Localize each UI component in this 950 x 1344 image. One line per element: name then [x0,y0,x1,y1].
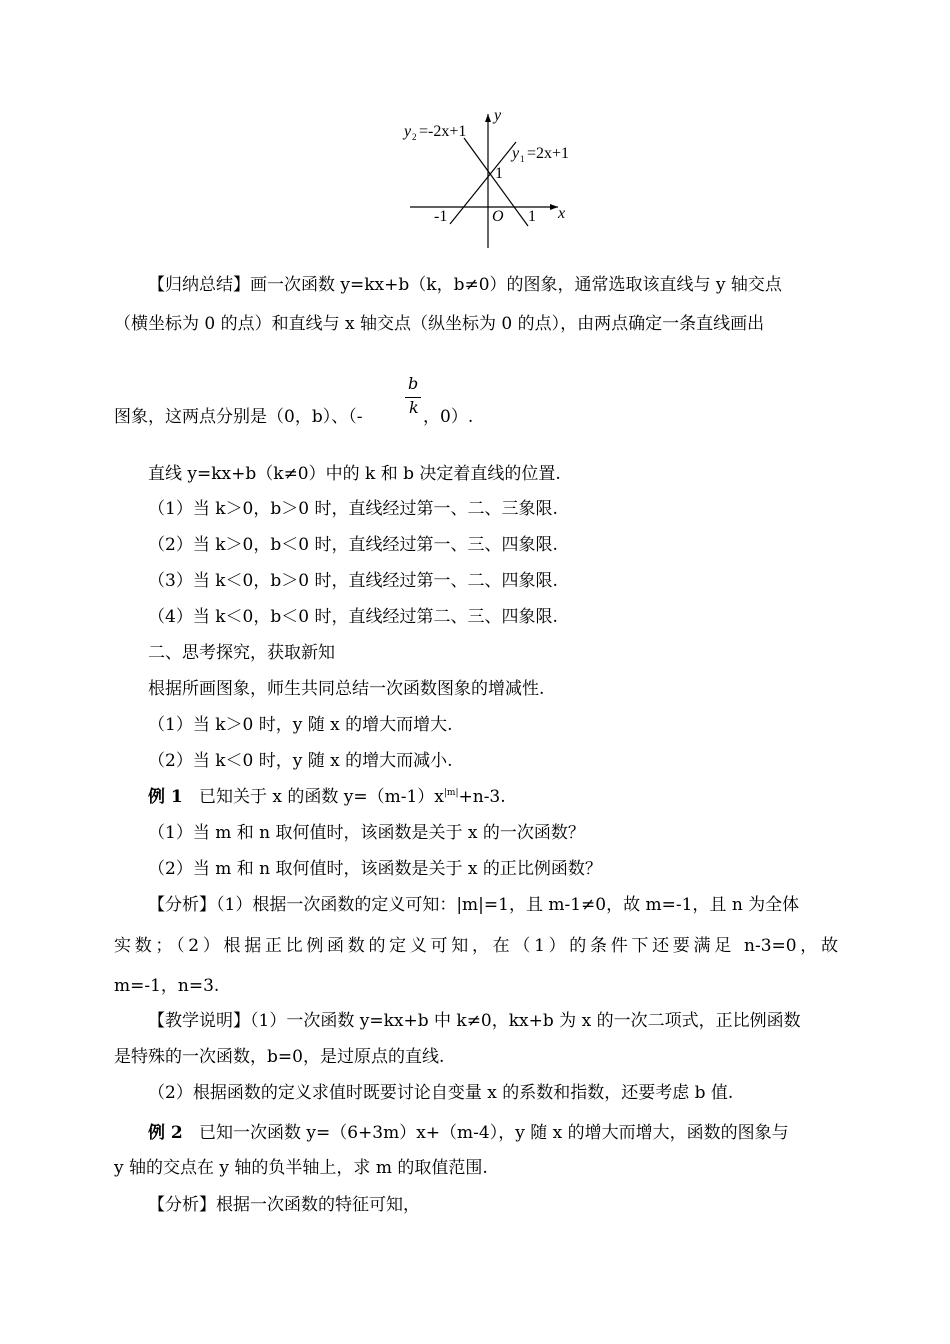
teaching-note-line-2: 是特殊的一次函数，b=0，是过原点的直线. [114,1047,445,1067]
example-1-q1: （1）当 m 和 n 取何值时，该函数是关于 x 的一次函数？ [148,823,585,843]
analysis-1-line-1: 【分析】（1）根据一次函数的定义可知：|m|=1，且 m-1≠0，故 m=-1，且 n 为全体 [148,895,800,915]
y2-sub: 2 [412,132,417,142]
position-case-4: （4）当 k＜0，b＜0 时，直线经过第二、三、四象限. [148,607,558,627]
position-case-1: （1）当 k＞0，b＞0 时，直线经过第一、二、三象限. [148,499,558,519]
summary-line-3a: 图象，这两点分别是（0，b）、（- [114,407,363,427]
teaching-note-line-3: （2）根据函数的定义求值时既要讨论自变量 x 的系数和指数，还要考虑 b 值. [148,1083,734,1103]
y2-label: =-2x+1 [419,123,467,140]
y1-letter: y [512,145,520,162]
origin-label: O [492,208,504,225]
y1-sub: 1 [520,154,525,164]
linear-function-graph [398,100,588,255]
section-intro: 根据所画图象，师生共同总结一次函数图象的增减性. [148,679,545,699]
x-axis-arrow [550,204,558,210]
example-1-label: 例 1 [148,787,183,807]
example-2-line-2: y 轴的交点在 y 轴的负半轴上，求 m 的取值范围. [114,1158,488,1178]
analysis-1-line-2: 实数；（2）根据正比例函数的定义可知，在（1）的条件下还要满足 n-3=0，故 [114,936,838,956]
example-1-q2: （2）当 m 和 n 取何值时，该函数是关于 x 的正比例函数？ [148,859,602,879]
example-2-line-1 [148,1122,789,1144]
analysis-2: 【分析】根据一次函数的特征可知， [148,1195,420,1215]
section-heading: 二、思考探究，获取新知 [148,643,335,663]
summary-line-3b: ，0）. [423,407,474,427]
position-intro: 直线 y=kx+b（k≠0）中的 k 和 b 决定着直线的位置. [148,464,561,484]
example-1-statement [148,786,506,808]
example-1-text: 已知关于 x 的函数 y=（m-1）x [198,787,444,807]
example-1-text-end: +n-3. [458,787,506,807]
position-case-3: （3）当 k＜0，b＞0 时，直线经过第一、二、四象限. [148,571,558,591]
trend-case-2: （2）当 k＜0 时，y 随 x 的增大而减小. [148,751,453,771]
example-2-label: 例 2 [148,1123,183,1143]
summary-line-1: 【归纳总结】画一次函数 y=kx+b（k，b≠0）的图象，通常选取该直线与 y 轴交点 [148,275,782,295]
x-axis-label: x [558,205,566,222]
summary-line-2: （横坐标为 0 的点）和直线与 x 轴交点（纵坐标为 0 的点），由两点确定一条直线画出 [114,314,765,334]
y2-letter: y [404,123,412,140]
analysis-1-line-3: m=-1，n=3. [114,976,220,996]
y-axis-label: y [494,107,502,124]
tick-label-neg-one: -1 [434,208,448,225]
line-y1 [450,142,516,224]
fraction-numerator: b [408,374,419,393]
example-1-exponent: |m| [443,788,459,798]
example-2-text: 已知一次函数 y=（6+3m）x+（m-4），y 随 x 的增大而增大，函数的图象与 [198,1123,789,1143]
tick-label-y-one: 1 [495,165,503,182]
trend-case-1: （1）当 k＞0 时，y 随 x 的增大而增大. [148,715,453,735]
tick-label-x-one: 1 [528,208,536,225]
teaching-note-line-1: 【教学说明】（1）一次函数 y=kx+b 中 k≠0，kx+b 为 x 的一次二项式，正比例函数 [148,1011,801,1031]
fraction-denominator: k [409,398,419,417]
y-axis-arrow [485,114,491,122]
position-case-2: （2）当 k＞0，b＜0 时，直线经过第一、三、四象限. [148,535,558,555]
y1-label: =2x+1 [527,145,570,162]
